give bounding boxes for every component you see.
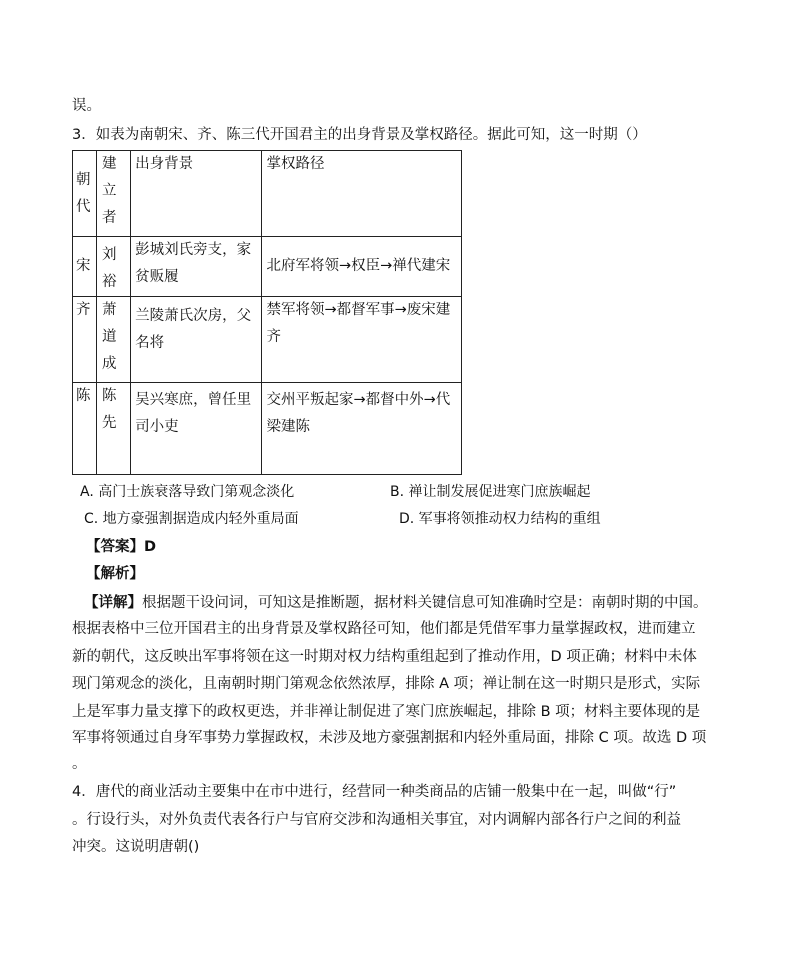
header-founder-text: 建立者	[102, 156, 117, 226]
question-3-stem: 3．如表为南朝宋、齐、陈三代开国君主的出身背景及掌权路径。据此可知，这一时期（）	[72, 127, 647, 143]
detail-line-4: 现门第观念的淡化，且南朝时期门第观念依然浓厚，排除 A 项；禅让制在这一时期只是形式，实际	[72, 676, 701, 692]
header-path-text: 掌权路径	[266, 156, 325, 172]
cell-background	[131, 297, 262, 383]
table-header-row	[73, 151, 462, 237]
detail-line-6: 军事将领通过自身军事势力掌握政权，未涉及地方豪强割据和内轻外重局面，排除 C 项。故选 D 项	[72, 730, 707, 746]
table-row	[73, 237, 462, 297]
cell-founder-text: 萧道成	[102, 302, 117, 372]
option-d: D. 军事将领推动权力结构的重组	[399, 511, 601, 527]
cell-path	[262, 383, 462, 475]
cell-background	[131, 383, 262, 475]
cell-background	[131, 237, 262, 297]
cell-background-text: 彭城刘氏旁支，家贫贩履	[135, 242, 252, 285]
option-b: B. 禅让制发展促进寒门庶族崛起	[390, 484, 591, 500]
detail-line-5: 上是军事力量支撑下的政权更迭，并非禅让制促进了寒门庶族崛起，排除 B 项；材料主要体现的是	[72, 704, 701, 720]
cell-dynasty-text: 宋	[76, 258, 91, 274]
answer-line	[86, 535, 156, 556]
cell-dynasty	[73, 297, 97, 383]
cell-founder	[97, 383, 131, 475]
detail-line-2: 根据表格中三位开国君主的出身背景及掌权路径可知，他们都是凭借军事力量掌握政权，进而建立	[72, 621, 696, 637]
option-a: A. 高门士族衰落导致门第观念淡化	[80, 484, 295, 500]
question-4-line-3: 冲突。这说明唐朝()	[72, 839, 200, 855]
dynasty-founders-table	[72, 150, 462, 475]
cell-path	[262, 297, 462, 383]
cell-founder-text: 陈先	[102, 388, 117, 431]
header-background-text: 出身背景	[135, 156, 194, 172]
header-dynasty	[73, 151, 97, 237]
cell-background-text: 吴兴寒庶，曾任里司小吏	[135, 392, 252, 435]
header-background	[131, 151, 262, 237]
table-row	[73, 297, 462, 383]
header-path	[262, 151, 462, 237]
detail-line-7: 。	[72, 756, 87, 772]
cell-dynasty	[73, 237, 97, 297]
cell-dynasty-text: 陈	[76, 388, 91, 404]
cell-founder	[97, 237, 131, 297]
cell-founder-text: 刘裕	[102, 247, 117, 290]
cell-founder	[97, 297, 131, 383]
answer-value: D	[144, 539, 157, 555]
cell-dynasty-text: 齐	[76, 302, 91, 318]
header-dynasty-text: 朝代	[76, 171, 91, 215]
cell-path	[262, 237, 462, 297]
cell-path-text: 交州平叛起家→都督中外→代梁建陈	[266, 392, 451, 435]
cell-path-text: 禁军将领→都督军事→废宋建齐	[266, 302, 451, 345]
cell-path-text: 北府军将领→权臣→禅代建宋	[266, 258, 451, 274]
detail-line-1	[84, 591, 708, 612]
question-4-line-2: 。行设行头，对外负责代表各行户与官府交涉和沟通相关事宜，对内调解内部各行户之间的利益	[72, 812, 681, 828]
option-c: C. 地方豪强割据造成内轻外重局面	[84, 511, 299, 527]
question-4-line-1: 4．唐代的商业活动主要集中在市中进行，经营同一种类商品的店铺一般集中在一起，叫做“行”	[72, 784, 677, 800]
detail-text: 根据题干设问词，可知这是推断题，据材料关键信息可知准确时空是：南朝时期的中国。	[142, 595, 708, 611]
detail-line-3: 新的朝代，这反映出军事将领在这一时期对权力结构重组起到了推动作用，D 项正确；材料中未体	[72, 649, 697, 665]
answer-label: 【答案】	[86, 539, 144, 555]
cell-background-text: 兰陵萧氏次房，父名将	[135, 308, 252, 351]
analysis-label: 【解析】	[86, 566, 144, 582]
detail-label: 【详解】	[84, 595, 142, 611]
table-row	[73, 383, 462, 475]
cell-dynasty	[73, 383, 97, 475]
previous-answer-tail: 误。	[72, 98, 101, 114]
header-founder	[97, 151, 131, 237]
